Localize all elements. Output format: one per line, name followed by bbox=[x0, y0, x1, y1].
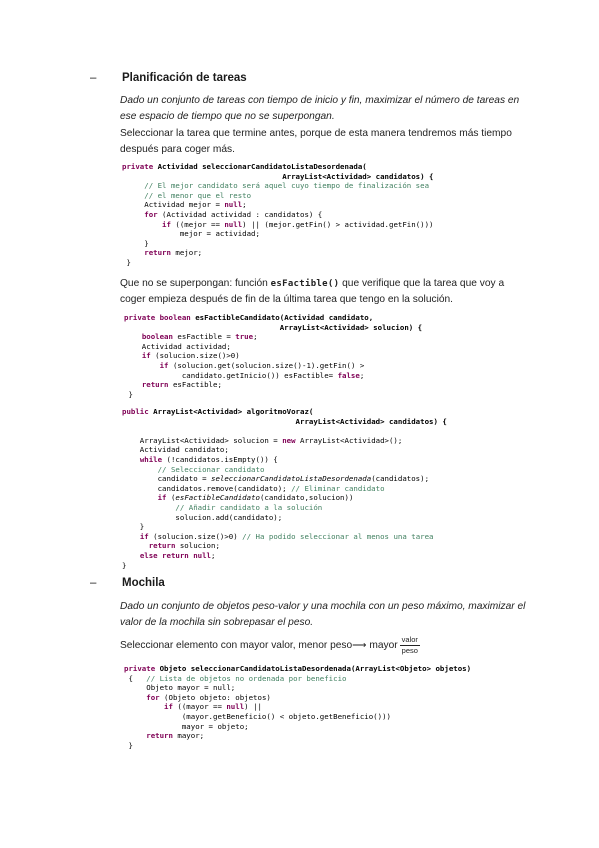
strategy-text: Seleccionar la tarea que termine antes, porque de esta manera tendremos más tiempo después para coger más. bbox=[120, 128, 512, 155]
code-block-algoritmo-voraz: public ArrayList<Actividad> algoritmoVoraz( ArrayList<Actividad> candidatos) { ArrayList<Actividad> solucion = new ArrayList<Actividad>(); Actividad candidato; while (!candidatos.isEmpty()) { // Seleccionar candidato candidato = seleccionarCandidatoListaDesordenada(candidatos); candidatos.remove(candidato); // Eliminar candidato if (esFactibleCandidato(candidato,solucion)) // Añadir candidato a la solución solucion.add(candidato); } if (solucion.size()>0) // Ha podido seleccionar al menos una tarea return solucion; else return null; } bbox=[122, 407, 447, 570]
value-weight-fraction bbox=[400, 635, 420, 656]
code-block-seleccionar-candidato: private Actividad seleccionarCandidatoListaDesordenada( ArrayList<Actividad> candidatos) { // El mejor candidato será aquel cuyo tiempo de finalización sea // el menor que el resto Actividad mejor = null; for (Actividad actividad : candidatos) { if ((mejor == null) || (mejor.getFin() > actividad.getFin())) mejor = actividad; } return mejor; } bbox=[122, 162, 434, 267]
section-title: Planificación de tareas bbox=[122, 72, 247, 84]
function-name: esFactible() bbox=[270, 279, 340, 289]
problem-description: Dado un conjunto de objetos peso-valor y una mochila con un peso máximo, maximizar el valor de la mochila sin sobrepasar el peso. bbox=[120, 601, 526, 628]
strategy-text-post: mayor bbox=[366, 640, 398, 652]
section-heading-planificacion bbox=[90, 72, 247, 84]
strategy-text-pre: Seleccionar elemento con mayor valor, menor peso bbox=[120, 640, 353, 652]
fraction-numerator: valor bbox=[401, 635, 418, 644]
problem-description: Dado un conjunto de tareas con tiempo de inicio y fin, maximizar el número de tareas en ese espacio de tiempo que no se superpongan. bbox=[120, 95, 520, 122]
section-title: Mochila bbox=[122, 577, 165, 589]
bullet-dash: – bbox=[90, 577, 97, 589]
feasibility-text bbox=[120, 276, 530, 308]
section-heading-mochila bbox=[90, 577, 165, 589]
fraction-denominator: peso bbox=[401, 646, 418, 655]
strategy-text bbox=[120, 635, 530, 657]
bullet-dash: – bbox=[90, 72, 97, 84]
feasibility-text-post: que verifique que la tarea que voy a coger empieza después de fin de la última tarea que tengo en la solución. bbox=[120, 278, 505, 305]
feasibility-text-pre: Que no se superpongan: función bbox=[120, 278, 271, 289]
code-block-es-factible: private boolean esFactibleCandidato(Actividad candidato, ArrayList<Actividad> solucion) { boolean esFactible = true; Actividad actividad; if (solucion.size()>0) if (solucion.get(solucion.size()-1).getFin() > candidato.getInicio()) esFactible= false; return esFactible; } bbox=[124, 313, 423, 399]
right-arrow-icon: ⟶ bbox=[352, 640, 367, 652]
code-block-seleccionar-objeto: private Objeto seleccionarCandidatoListaDesordenada(ArrayList<Objeto> objetos) { // Lista de objetos no ordenada por beneficio Objeto mayor = null; for (Objeto objeto: objetos) if ((mayor == null) || (mayor.getBeneficio() < objeto.getBeneficio())) mayor = objeto; return mayor; } bbox=[124, 664, 472, 750]
